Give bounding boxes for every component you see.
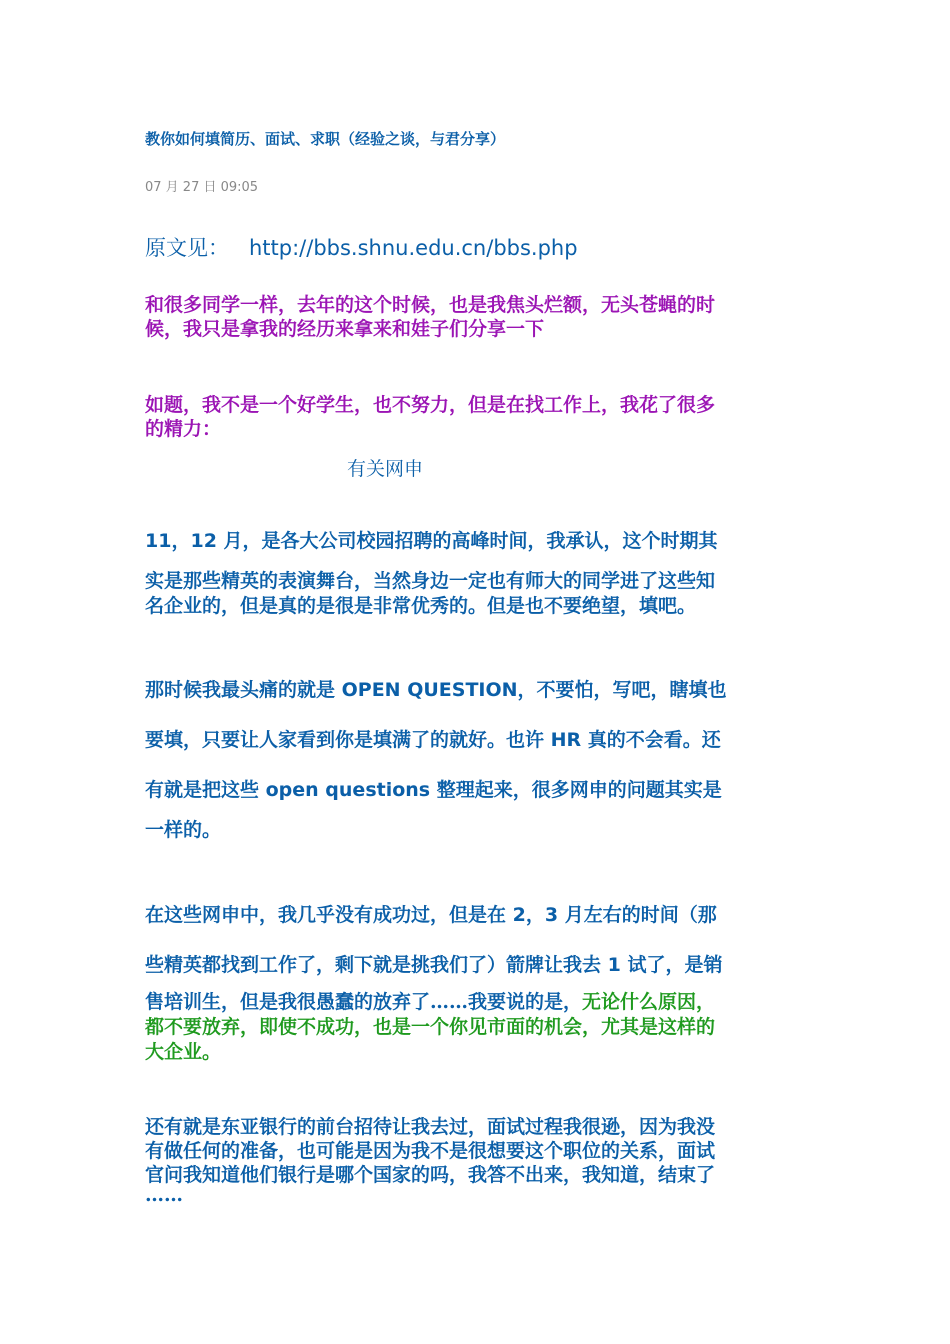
text-line	[145, 725, 721, 752]
text-line	[145, 775, 722, 802]
text-line: 还有就是东亚银行的前台招待让我去过，面试过程我很逊，因为我没	[145, 1116, 716, 1138]
text-line: 名企业的，但是真的是很是非常优秀的。但是也不要绝望，填吧。	[145, 595, 697, 617]
highlight-line: 都不要放弃，即使不成功，也是一个你见市面的机会，尤其是这样的	[145, 1016, 716, 1038]
text-line	[145, 987, 715, 1014]
emphasis-text: OPEN QUESTION	[341, 679, 518, 701]
section-heading: 有关网申	[347, 458, 424, 480]
number-text: 2	[512, 904, 526, 926]
text-segment: 要填，只要让人家看到你是填满了的就好。也许	[145, 729, 551, 751]
text-line: ……	[145, 1184, 183, 1206]
emphasis-text: open questions	[265, 779, 431, 801]
highlight-text: 无论什么原因，	[582, 991, 716, 1013]
text-segment: ，	[171, 530, 191, 552]
number-text: 3	[544, 904, 559, 926]
text-segment: 试了，是销	[620, 954, 723, 976]
text-segment: ，	[525, 904, 545, 926]
emphasis-text: HR	[550, 729, 582, 751]
article-title: 教你如何填简历、面试、求职（经验之谈，与君分享）	[145, 130, 506, 148]
text-line	[145, 900, 717, 927]
text-line: 一样的。	[145, 819, 222, 841]
number-text: 1	[607, 954, 621, 976]
text-segment: 整理起来，很多网申的问题其实是	[430, 779, 722, 801]
source-link[interactable]: http://bbs.shnu.edu.cn/bbs.php	[249, 236, 578, 260]
text-segment: 那时候我最头痛的就是	[145, 679, 342, 701]
text-segment: 月左右的时间（那	[558, 904, 717, 926]
number-text: 12	[190, 530, 217, 552]
source-label: 原文见：	[145, 236, 229, 260]
text-segment: 有就是把这些	[145, 779, 266, 801]
text-line: 候，我只是拿我的经历来拿来和娃子们分享一下	[145, 318, 545, 340]
source-line	[145, 232, 578, 262]
text-segment: ，不要怕，写吧，瞎填也	[517, 679, 727, 701]
text-segment: 在这些网申中，我几乎没有成功过，但是在	[145, 904, 513, 926]
text-segment: 些精英都找到工作了，剩下就是挑我们了）箭牌让我去	[145, 954, 608, 976]
text-line: 有做任何的准备，也可能是因为我不是很想要这个职位的关系，面试	[145, 1140, 716, 1162]
text-line	[145, 950, 722, 977]
text-segment: 真的不会看。还	[581, 729, 721, 751]
text-line	[145, 675, 727, 702]
text-segment: 月，是各大公司校园招聘的高峰时间，我承认，这个时期其	[216, 530, 718, 552]
number-text: 11	[145, 530, 172, 552]
text-line: 官问我知道他们银行是哪个国家的吗，我答不出来，我知道，结束了	[145, 1164, 716, 1186]
text-line: 的精力：	[145, 418, 222, 440]
text-line: 实是那些精英的表演舞台，当然身边一定也有师大的同学进了这些知	[145, 570, 716, 592]
article-date: 07 月 27 日 09:05	[145, 180, 259, 195]
highlight-line: 大企业。	[145, 1041, 222, 1063]
text-line	[145, 526, 718, 553]
text-segment: 售培训生，但是我很愚蠢的放弃了……我要说的是，	[145, 991, 583, 1013]
text-line: 如题，我不是一个好学生，也不努力，但是在找工作上，我花了很多	[145, 394, 716, 416]
text-line: 和很多同学一样，去年的这个时候，也是我焦头烂额，无头苍蝇的时	[145, 294, 716, 316]
